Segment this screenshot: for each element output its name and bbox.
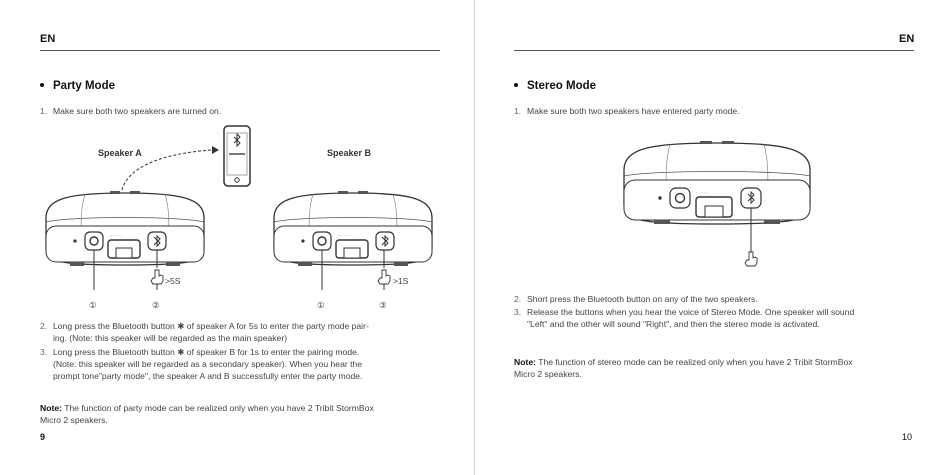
step-text-line: ing. (Note: this speaker will be regarded as the main speaker) (53, 333, 288, 343)
bullet-icon (514, 83, 518, 87)
stereo-speaker-illustration (620, 140, 815, 270)
section-title (40, 80, 115, 92)
left-page (0, 0, 474, 475)
callout-number: ③ (379, 300, 387, 310)
pointing-hand-icon (378, 270, 390, 284)
step-number: 1. (514, 106, 522, 116)
hold-time-b: >1S (393, 276, 409, 286)
right-page (476, 0, 950, 475)
dashed-arrow (122, 150, 212, 190)
step-number: 3. (514, 307, 522, 317)
arrow-head-icon (212, 146, 219, 154)
hold-time-a: >5S (165, 276, 181, 286)
step-text-line: Long press the Bluetooth button ✱ of speaker A for 5s to enter the party mode pair- (53, 321, 369, 331)
section-title-text: Party Mode (53, 80, 115, 92)
step-text-line: "Left" and the other will sound "Right", and then the stereo mode is activated. (527, 319, 820, 329)
power-button-icon (670, 188, 690, 208)
step-number: 3. (40, 347, 48, 357)
note-text: The function of party mode can be realized only when you have 2 Tribit StormBox (61, 403, 374, 413)
note (40, 402, 465, 426)
section-title-text: Stereo Mode (527, 80, 597, 92)
step-number: 2. (40, 321, 48, 331)
svg-text:·· · · · ·: ·· · · · · (110, 234, 121, 238)
smartphone-icon (224, 126, 250, 186)
step-text-line: Long press the Bluetooth button ✱ of speaker B for 1s to enter the pairing mode. (53, 347, 360, 357)
note-text: Micro 2 speakers. (40, 415, 108, 425)
callout-number: ① (89, 300, 97, 310)
step-text: Make sure both two speakers are turned on. (53, 106, 222, 116)
page-number: 10 (902, 432, 913, 442)
header-rule (40, 50, 440, 51)
svg-text:·· · · · ·: ·· · · · · (338, 234, 349, 238)
step-number: 2. (514, 294, 522, 304)
note-label: Note: (514, 357, 536, 367)
svg-text:·· · · · ·: ·· · · · · (696, 190, 709, 195)
pointing-hand-icon (151, 270, 163, 284)
note (514, 356, 939, 380)
phone-pairing-illustration (112, 122, 252, 194)
bluetooth-button-icon (741, 188, 761, 208)
callout-number: ② (152, 300, 160, 310)
pointing-hand-icon (745, 252, 757, 266)
speaker-a-label: Speaker A (98, 148, 142, 158)
callout-lines (80, 240, 420, 310)
step-number: 1. (40, 106, 48, 116)
step-text: Make sure both two speakers have entered party mode. (527, 106, 740, 116)
header-rule (514, 50, 914, 51)
note-text: Micro 2 speakers. (514, 369, 582, 379)
speaker-b-label: Speaker B (327, 148, 372, 158)
step-text-line: Release the buttons when you hear the voice of Stereo Mode. One speaker will sound (527, 307, 855, 317)
page-spine (474, 0, 475, 475)
section-title (514, 80, 596, 92)
note-label: Note: (40, 403, 62, 413)
language-label: EN (40, 33, 56, 45)
bullet-icon (40, 83, 44, 87)
step-text-line: prompt tone"party mode", the speaker A and B successfully enter the party mode. (53, 371, 363, 381)
callout-number: ① (317, 300, 325, 310)
step-text: Short press the Bluetooth button on any of the two speakers. (527, 294, 758, 304)
note-text: The function of stereo mode can be realized only when you have 2 Tribit StormBox (535, 357, 853, 367)
page-number: 9 (40, 432, 46, 442)
language-label: EN (899, 33, 915, 45)
step-text-line: (Note: this speaker will be regarded as a secondary speaker). When you hear the (53, 359, 363, 369)
